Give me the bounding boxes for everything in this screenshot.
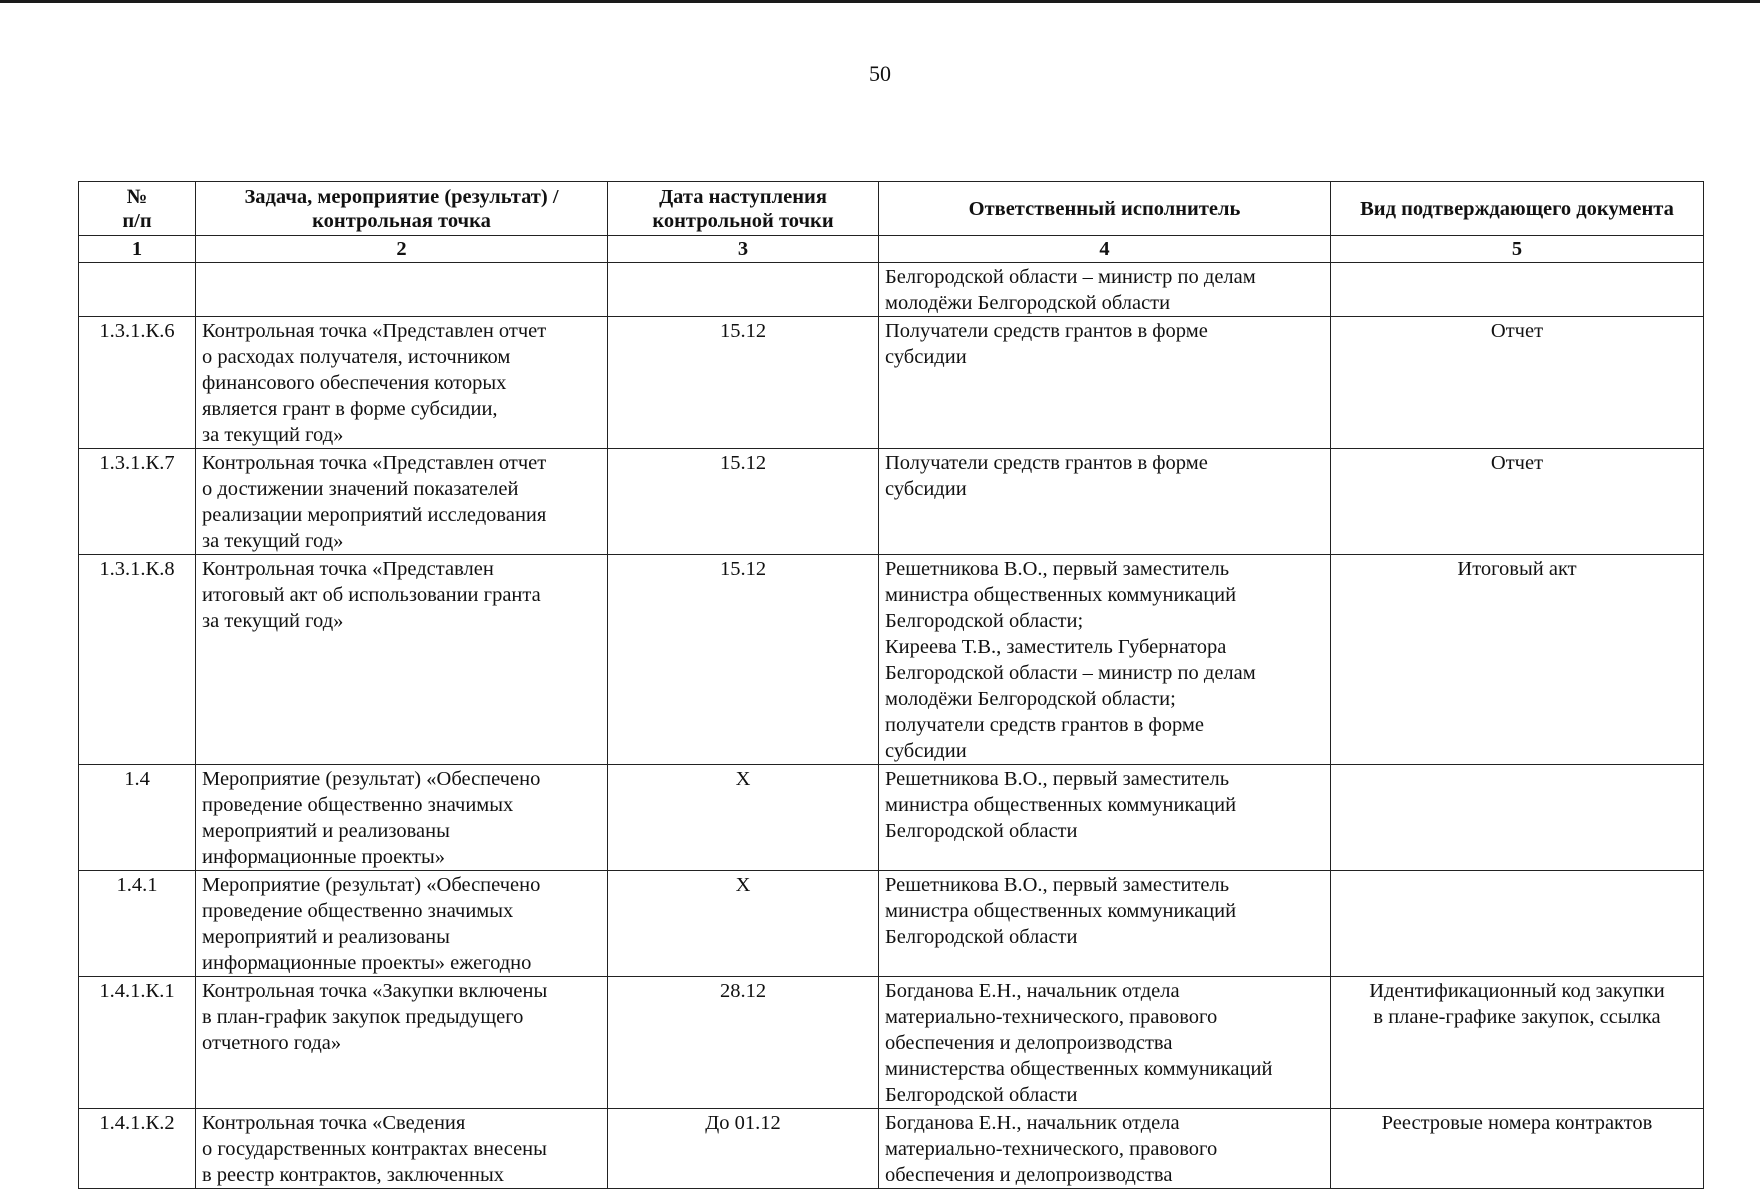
- cell-date: Х: [608, 765, 879, 871]
- table-row: [79, 263, 1704, 317]
- control-points-table: [78, 181, 1704, 1189]
- cell-document: [1331, 765, 1704, 871]
- column-number-5: 5: [1331, 236, 1704, 263]
- scan-top-edge: [0, 0, 1760, 3]
- cell-task: Мероприятие (результат) «Обеспечено проведение общественно значимых мероприятий и реализованы информационные проекты» ежегодно: [196, 871, 608, 977]
- header-date: Дата наступления контрольной точки: [608, 182, 879, 236]
- cell-task: Мероприятие (результат) «Обеспечено проведение общественно значимых мероприятий и реализованы информационные проекты»: [196, 765, 608, 871]
- table-row: [79, 977, 1704, 1109]
- header-executor: Ответственный исполнитель: [879, 182, 1331, 236]
- cell-executor: Решетникова В.О., первый заместитель министра общественных коммуникаций Белгородской области; Киреева Т.В., заместитель Губернатора Белгородской области – министр по делам молодёжи Белгородской области; получатели средств грантов в форме субсидии: [879, 555, 1331, 765]
- table-row: [79, 871, 1704, 977]
- column-number-1: 1: [79, 236, 196, 263]
- table-row: [79, 555, 1704, 765]
- cell-document: Отчет: [1331, 449, 1704, 555]
- cell-executor: Получатели средств грантов в форме субсидии: [879, 449, 1331, 555]
- cell-date: 28.12: [608, 977, 879, 1109]
- column-number-4: 4: [879, 236, 1331, 263]
- cell-task: Контрольная точка «Сведения о государственных контрактах внесены в реестр контрактов, заключенных: [196, 1109, 608, 1189]
- page-number: 50: [869, 61, 891, 86]
- table-row: [79, 317, 1704, 449]
- cell-number: 1.3.1.К.6: [79, 317, 196, 449]
- cell-executor: Богданова Е.Н., начальник отдела материально-технического, правового обеспечения и делопроизводства министерства общественных коммуникаций Белгородской области: [879, 977, 1331, 1109]
- cell-task: Контрольная точка «Представлен отчет о расходах получателя, источником финансового обеспечения которых является грант в форме субсидии, за текущий год»: [196, 317, 608, 449]
- table-row: [79, 1109, 1704, 1189]
- cell-executor: Получатели средств грантов в форме субсидии: [879, 317, 1331, 449]
- cell-executor: Решетникова В.О., первый заместитель министра общественных коммуникаций Белгородской области: [879, 871, 1331, 977]
- header-document: Вид подтверждающего документа: [1331, 182, 1704, 236]
- cell-number: 1.3.1.К.7: [79, 449, 196, 555]
- cell-document: [1331, 871, 1704, 977]
- cell-number: 1.3.1.К.8: [79, 555, 196, 765]
- cell-executor: Белгородской области – министр по делам молодёжи Белгородской области: [879, 263, 1331, 317]
- cell-document: Итоговый акт: [1331, 555, 1704, 765]
- cell-executor: Богданова Е.Н., начальник отдела материально-технического, правового обеспечения и делопроизводства: [879, 1109, 1331, 1189]
- cell-document: Отчет: [1331, 317, 1704, 449]
- header-task: Задача, мероприятие (результат) / контрольная точка: [196, 182, 608, 236]
- table-row: [79, 765, 1704, 871]
- cell-number: 1.4.1.К.1: [79, 977, 196, 1109]
- header-number: № п/п: [79, 182, 196, 236]
- cell-number: 1.4.1: [79, 871, 196, 977]
- cell-number: 1.4.1.К.2: [79, 1109, 196, 1189]
- column-number-2: 2: [196, 236, 608, 263]
- cell-task: Контрольная точка «Закупки включены в план-график закупок предыдущего отчетного года»: [196, 977, 608, 1109]
- cell-date: [608, 263, 879, 317]
- cell-task: [196, 263, 608, 317]
- column-numbers-row: [79, 236, 1704, 263]
- cell-date: 15.12: [608, 317, 879, 449]
- cell-number: 1.4: [79, 765, 196, 871]
- cell-date: Х: [608, 871, 879, 977]
- cell-task: Контрольная точка «Представлен итоговый акт об использовании гранта за текущий год»: [196, 555, 608, 765]
- cell-number: [79, 263, 196, 317]
- cell-task: Контрольная точка «Представлен отчет о достижении значений показателей реализации мероприятий исследования за текущий год»: [196, 449, 608, 555]
- cell-date: 15.12: [608, 449, 879, 555]
- cell-document: Реестровые номера контрактов: [1331, 1109, 1704, 1189]
- cell-document: [1331, 263, 1704, 317]
- table-row: [79, 449, 1704, 555]
- cell-date: До 01.12: [608, 1109, 879, 1189]
- cell-date: 15.12: [608, 555, 879, 765]
- table-header-row: [79, 182, 1704, 236]
- column-number-3: 3: [608, 236, 879, 263]
- cell-document: Идентификационный код закупки в плане-графике закупок, ссылка: [1331, 977, 1704, 1109]
- cell-executor: Решетникова В.О., первый заместитель министра общественных коммуникаций Белгородской области: [879, 765, 1331, 871]
